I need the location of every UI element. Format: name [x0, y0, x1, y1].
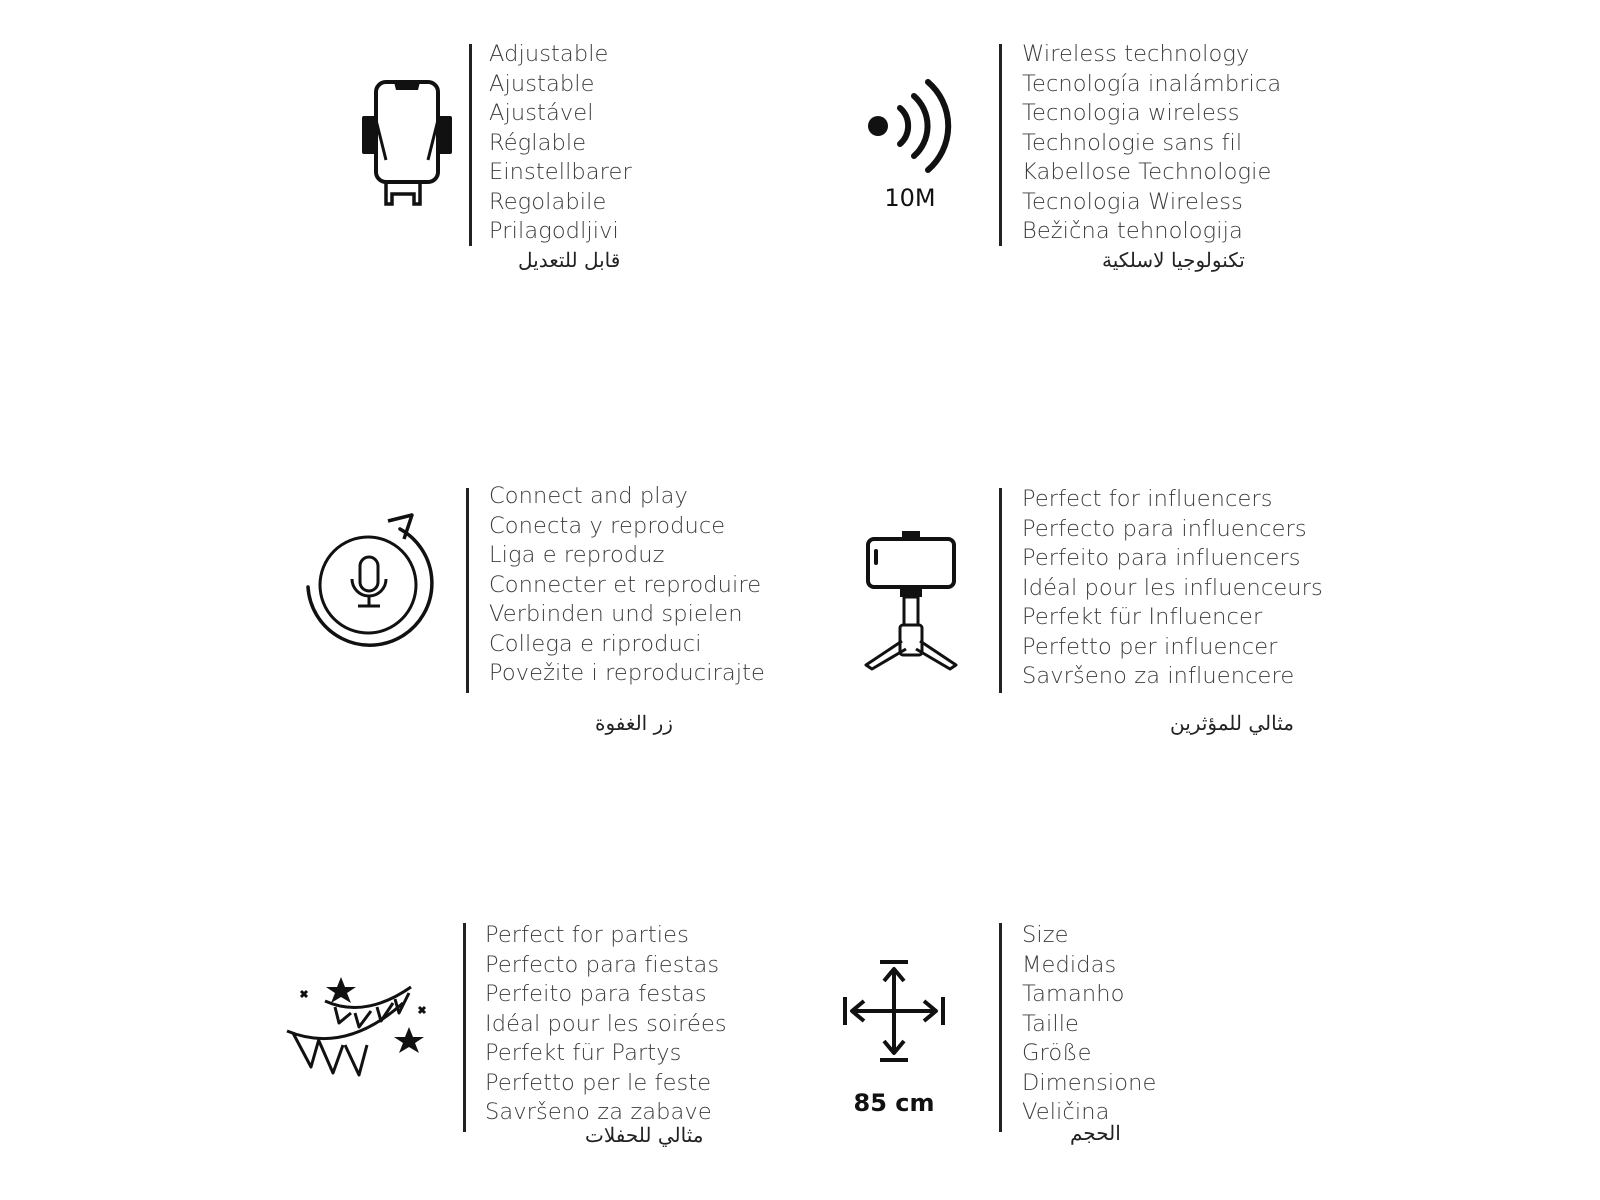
label-de: Perfekt für Partys — [485, 1040, 682, 1066]
label-it: Perfetto per le feste — [485, 1069, 712, 1096]
divider — [999, 44, 1002, 246]
wireless-signal-icon — [860, 70, 960, 180]
label-de: Verbinden und spielen — [489, 601, 743, 627]
label-fr: Réglable — [489, 129, 587, 156]
divider — [999, 488, 1002, 693]
label-list — [1022, 485, 1323, 692]
label-it: Dimensione — [1022, 1069, 1157, 1096]
label-pt: Tecnologia wireless — [1022, 100, 1240, 126]
label-it: Tecnologia Wireless — [1022, 188, 1243, 215]
party-bunting-icon — [285, 975, 435, 1085]
label-it: Regolabile — [489, 188, 607, 215]
label-de: Einstellbarer — [489, 159, 632, 185]
label-pt: Perfeito para influencers — [1022, 545, 1301, 571]
feature-influencers — [830, 485, 1390, 745]
four-way-arrows-icon — [842, 959, 946, 1065]
feature-connect-play — [290, 485, 850, 745]
divider — [466, 488, 469, 693]
label-ar: مثالي للحفلات — [585, 1123, 704, 1147]
label-pt: Ajustável — [489, 100, 594, 126]
divider — [999, 923, 1002, 1132]
label-fr: Technologie sans fil — [1022, 129, 1243, 156]
label-hr: Savršeno za influencere — [1022, 663, 1295, 689]
label-es: Ajustable — [489, 70, 595, 97]
label-it: Perfetto per influencer — [1022, 633, 1278, 660]
label-ar: الحجم — [1070, 1121, 1121, 1145]
label-ar: تكنولوجيا لاسلكية — [1102, 248, 1245, 272]
label-en: Perfect for parties — [485, 922, 689, 948]
label-en: Wireless technology — [1022, 41, 1250, 67]
feature-wireless — [830, 40, 1390, 300]
label-en: Size — [1022, 922, 1069, 948]
label-en: Perfect for influencers — [1022, 486, 1273, 512]
label-ar: مثالي للمؤثرين — [1170, 711, 1294, 735]
label-en: Adjustable — [489, 41, 609, 67]
label-list — [1022, 921, 1156, 1128]
label-de: Perfekt für Influencer — [1022, 604, 1263, 630]
label-fr: Idéal pour les influenceurs — [1022, 574, 1323, 601]
label-hr: Povežite i reproducirajte — [489, 660, 765, 686]
feature-size — [830, 922, 1390, 1195]
feature-parties — [285, 922, 845, 1195]
label-list — [485, 921, 727, 1128]
divider — [463, 923, 466, 1132]
label-en: Connect and play — [489, 483, 688, 509]
label-es: Conecta y reproduce — [489, 512, 726, 539]
phone-holder-icon — [352, 78, 452, 218]
label-ar: زر الغفوة — [595, 711, 673, 735]
divider — [469, 44, 472, 246]
label-es: Perfecto para fiestas — [485, 951, 720, 978]
label-hr: Veličina — [1022, 1099, 1110, 1125]
label-fr: Connecter et reproduire — [489, 571, 762, 598]
size-caption: 85 cm — [853, 1089, 935, 1117]
label-it: Collega e riproduci — [489, 630, 702, 657]
label-pt: Tamanho — [1022, 981, 1125, 1007]
label-hr: Prilagodljivi — [489, 218, 619, 244]
feature-adjustable — [290, 40, 850, 300]
label-es: Perfecto para influencers — [1022, 515, 1307, 542]
label-list — [489, 40, 632, 247]
label-es: Medidas — [1022, 951, 1117, 978]
label-pt: Liga e reproduz — [489, 542, 665, 568]
label-list — [489, 482, 765, 689]
label-de: Kabellose Technologie — [1022, 159, 1272, 185]
label-de: Größe — [1022, 1040, 1092, 1066]
label-pt: Perfeito para festas — [485, 981, 707, 1007]
label-ar: قابل للتعديل — [518, 248, 621, 272]
label-fr: Taille — [1022, 1010, 1080, 1037]
label-es: Tecnología inalámbrica — [1022, 70, 1282, 97]
microphone-refresh-icon — [300, 513, 440, 653]
label-hr: Savršeno za zabave — [485, 1099, 712, 1125]
label-fr: Idéal pour les soirées — [485, 1010, 727, 1037]
label-hr: Bežična tehnologija — [1022, 218, 1243, 244]
range-caption: 10M — [884, 184, 936, 212]
label-list — [1022, 40, 1281, 247]
selfie-tripod-icon — [860, 529, 960, 679]
